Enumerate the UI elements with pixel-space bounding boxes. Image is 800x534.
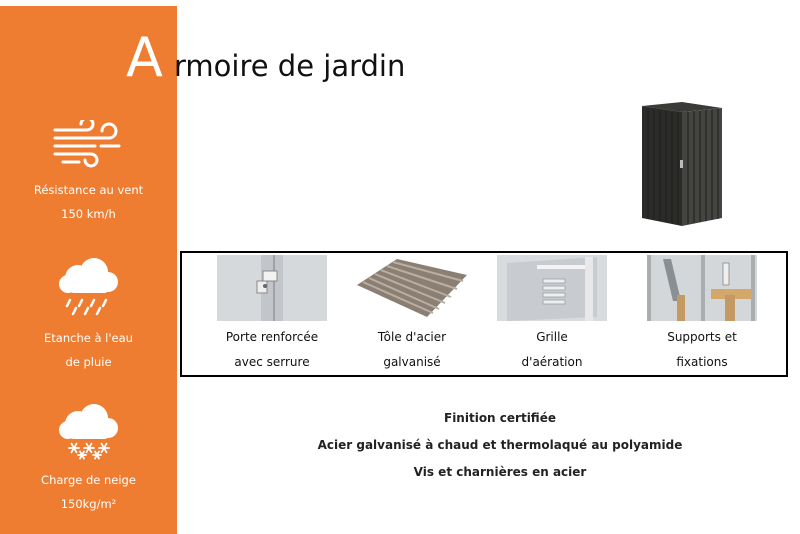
title-rest: rmoire de jardin <box>174 49 406 83</box>
component-steel-line1: Tôle d'acier <box>377 330 447 344</box>
component-supports-line1: Supports et <box>667 330 737 344</box>
feature-waterproof-line1: Etanche à l'eau <box>44 331 133 345</box>
component-door-line1: Porte renforcée <box>225 330 319 344</box>
component-steel-line2: galvanisé <box>383 355 441 369</box>
finish-notes <box>280 405 720 486</box>
components-panel <box>180 251 788 377</box>
note-steel-screws: Vis et charnières en acier <box>413 465 587 479</box>
vent-grille-thumbnail <box>497 255 607 321</box>
feature-snow-line1: Charge de neige <box>41 473 136 487</box>
snow-cloud-icon <box>54 402 124 460</box>
feature-waterproof-line2: de pluie <box>65 355 112 369</box>
wind-icon <box>49 120 129 168</box>
rain-cloud-icon <box>54 256 124 316</box>
feature-snow-load <box>0 402 177 516</box>
feature-wind-resistance <box>0 120 177 226</box>
component-vent-line1: Grille <box>536 330 568 344</box>
component-door-line2: avec serrure <box>234 355 310 369</box>
component-door <box>202 255 342 375</box>
component-steel-sheet <box>342 255 482 375</box>
component-vent-line2: d'aération <box>521 355 583 369</box>
component-vent-grille <box>482 255 622 375</box>
garden-cabinet-image <box>636 100 726 228</box>
feature-wind-line2: 150 km/h <box>61 207 116 221</box>
title-initial: A <box>126 26 163 89</box>
supports-thumbnail <box>647 255 757 321</box>
steel-sheet-thumbnail <box>357 255 467 321</box>
note-galvanized-steel: Acier galvanisé à chaud et thermolaqué au polyamide <box>317 438 683 452</box>
component-supports <box>632 255 772 375</box>
feature-waterproof <box>0 256 177 374</box>
door-lock-thumbnail <box>217 255 327 321</box>
component-supports-line2: fixations <box>676 355 728 369</box>
note-certified-finish: Finition certifiée <box>444 411 556 425</box>
feature-snow-line2: 150kg/m² <box>60 497 117 511</box>
feature-wind-line1: Résistance au vent <box>33 183 144 197</box>
